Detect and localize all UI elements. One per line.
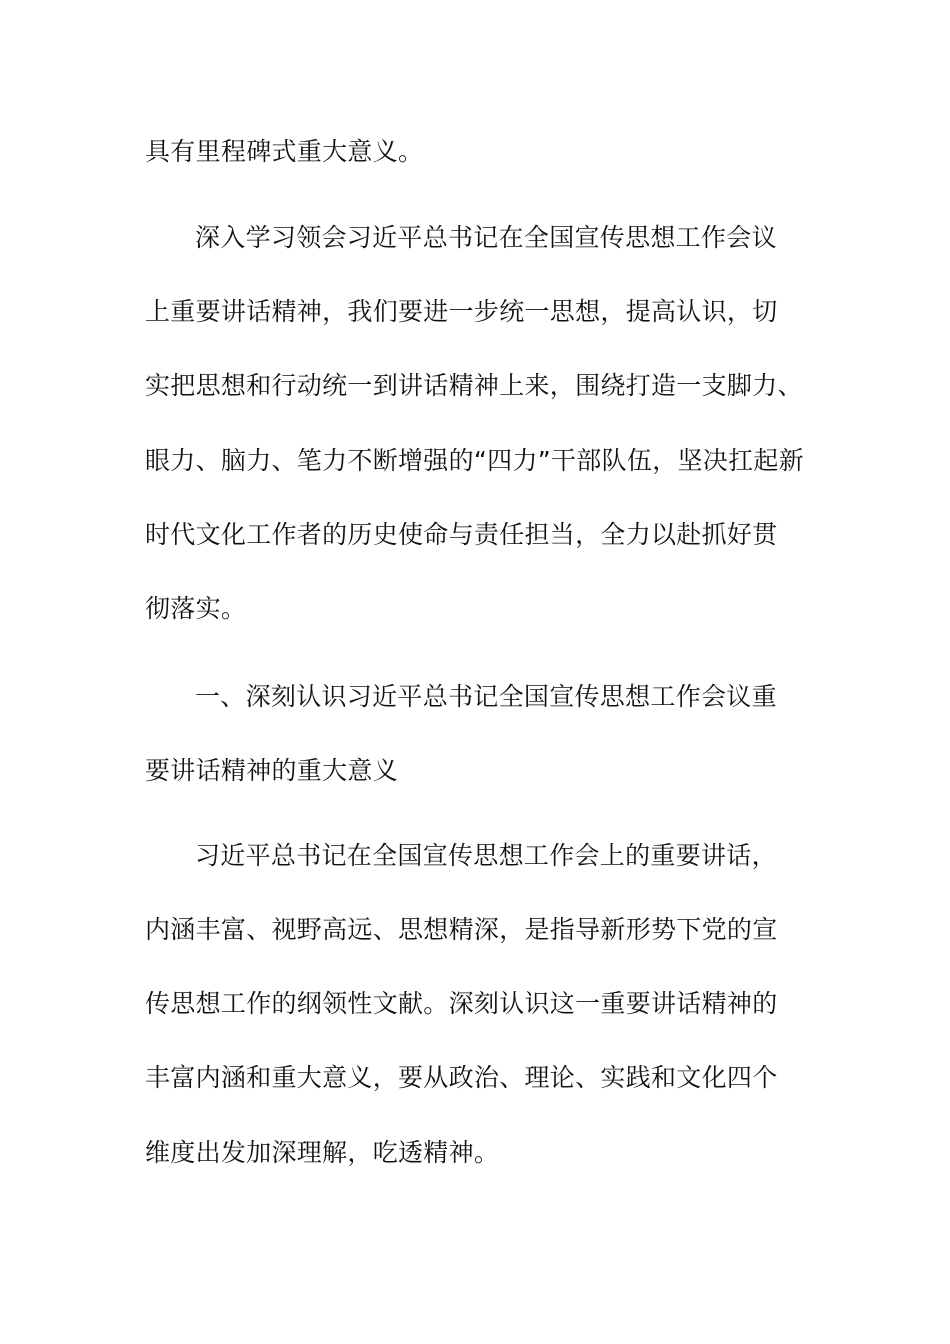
section-heading-line: 一、深刻认识习近平总书记全国宣传思想工作会议重 — [195, 682, 777, 711]
paragraph-line: 传思想工作的纲领性文献。深刻认识这一重要讲话精神的 — [145, 989, 778, 1018]
section-heading-line: 要讲话精神的重大意义 — [145, 756, 399, 785]
paragraph-line: 上重要讲话精神，我们要进一步统一思想，提高认识，切 — [145, 297, 778, 326]
paragraph-line: 丰富内涵和重大意义，要从政治、理论、实践和文化四个 — [145, 1063, 778, 1092]
paragraph-line: 彻落实。 — [145, 594, 247, 623]
paragraph-line: 实把思想和行动统一到讲话精神上来，围绕打造一支脚力、 — [145, 371, 803, 400]
paragraph-line: 具有里程碑式重大意义。 — [145, 137, 424, 166]
paragraph-line: 习近平总书记在全国宣传思想工作会上的重要讲话， — [195, 841, 777, 870]
paragraph-line: 时代文化工作者的历史使命与责任担当，全力以赴抓好贯 — [145, 520, 778, 549]
paragraph-line: 内涵丰富、视野高远、思想精深，是指导新形势下党的宣 — [145, 915, 778, 944]
paragraph-line: 维度出发加深理解，吃透精神。 — [145, 1138, 500, 1167]
paragraph-line: 深入学习领会习近平总书记在全国宣传思想工作会议 — [195, 223, 777, 252]
paragraph-line: 眼力、脑力、笔力不断增强的“四力”干部队伍，坚决扛起新 — [145, 446, 805, 475]
